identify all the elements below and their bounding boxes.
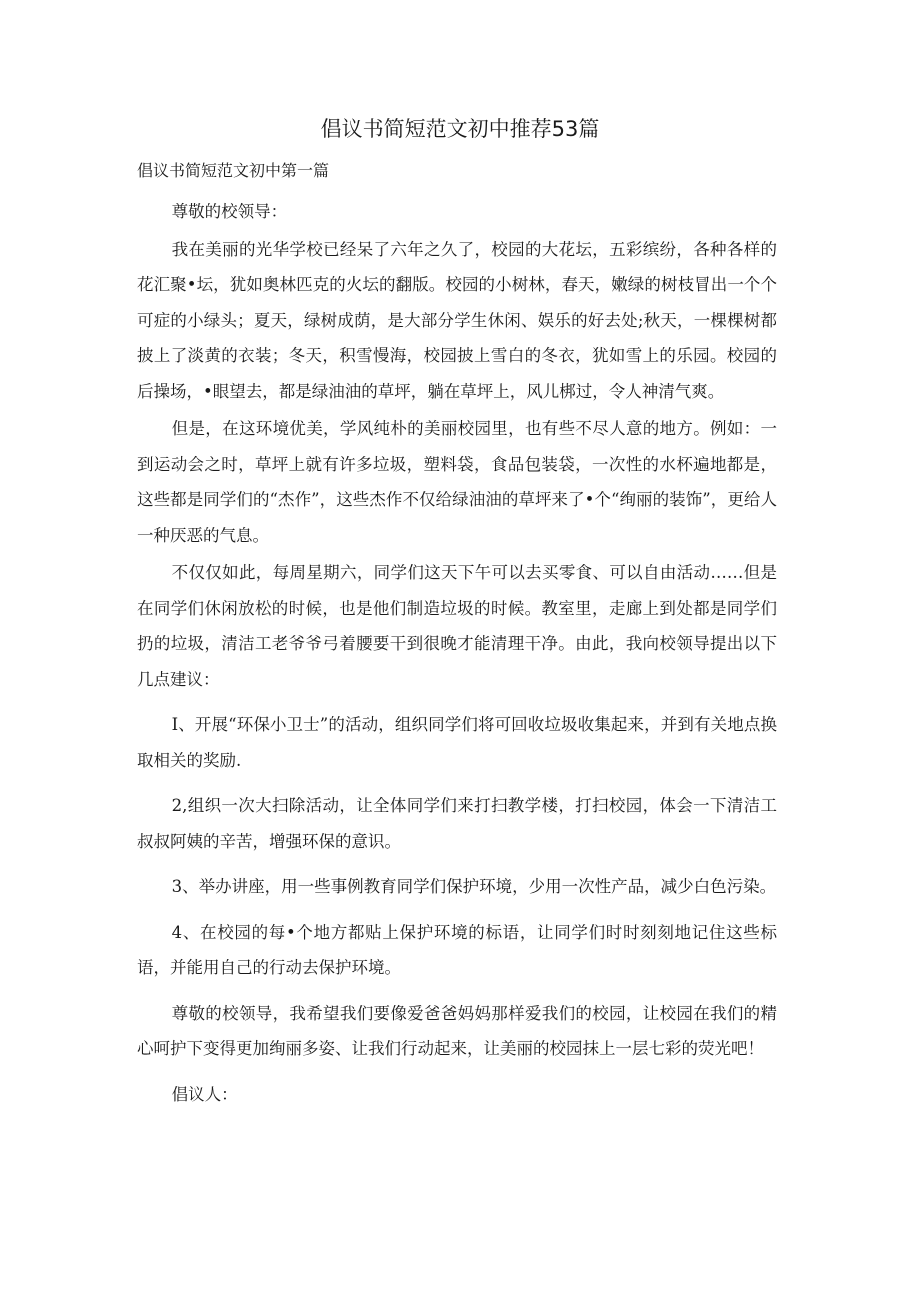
closing-paragraph: 尊敬的校领导，我希望我们要像爱爸爸妈妈那样爱我们的校园，让校园在我们的精心呵护下变得更加绚丽多姿、让我们行动起来，让美丽的校园抹上一层七彩的荧光吧！ [137, 1003, 777, 1058]
suggestion-item: I、开展“环保小卫士”的活动，组织同学们将可回收垃圾收集起来，并到有关地点换取相关的奖励. [137, 715, 777, 770]
document-title: 倡议书简短范文初中推荐53篇 [320, 117, 600, 141]
salutation: 尊敬的校领导： [171, 202, 288, 221]
document-body [137, 194, 777, 1114]
paragraph: 不仅仅如此，每周星期六，同学们这天下午可以去买零食、可以自由活动……但是在同学们休闲放松的时候，也是他们制造垃圾的时候。教室里，走廊上到处都是同学们扔的垃圾，清洁工老爷爷弓着腰要干到很晚才能清理干净。由此，我向校领导提出以下几点建议： [137, 563, 777, 689]
section-heading: 倡议书简短范文初中第一篇 [137, 161, 330, 180]
suggestion-item: 4、在校园的每•个地方都贴上保护环境的标语，让同学们时时刻刻地记住这些标语，并能用自己的行动去保护环境。 [137, 922, 777, 977]
suggestion-item: 2,组织一次大扫除活动，让全体同学们来打扫教学楼，打扫校园，体会一下清洁工叔叔阿姨的辛苦，增强环保的意识。 [137, 796, 777, 851]
paragraph: 但是，在这环境优美，学风纯朴的美丽校园里，也有些不尽人意的地方。例如：一到运动会之时，草坪上就有许多垃圾，塑料袋，食品包装袋，一次性的水杯遍地都是，这些都是同学们的“杰作”，这些杰作不仅给绿油油的草坪来了•个“绚丽的装饰”，更给人一种厌恶的气息。 [137, 419, 777, 545]
paragraph: 我在美丽的光华学校已经呆了六年之久了，校园的大花坛，五彩缤纷，各种各样的花汇聚•坛，犹如奥林匹克的火坛的翻版。校园的小树林，春天，嫩绿的树枝冒出一个个可症的小绿头；夏天，绿树成荫，是大部分学生休闲、娱乐的好去处;秋天，一棵棵树都披上了淡黄的衣装；冬天，积雪慢海，校园披上雪白的冬衣，犹如雪上的乐园。校园的后操场，•眼望去，都是绿油油的草坪，躺在草坪上，风儿梆过，令人神清气爽。 [137, 239, 777, 401]
suggestion-item: 3、举办讲座，用一些事例教育同学们保护环境，少用一次性产品，减少白色污染。 [171, 877, 777, 896]
signature-line: 倡议人： [171, 1084, 238, 1104]
